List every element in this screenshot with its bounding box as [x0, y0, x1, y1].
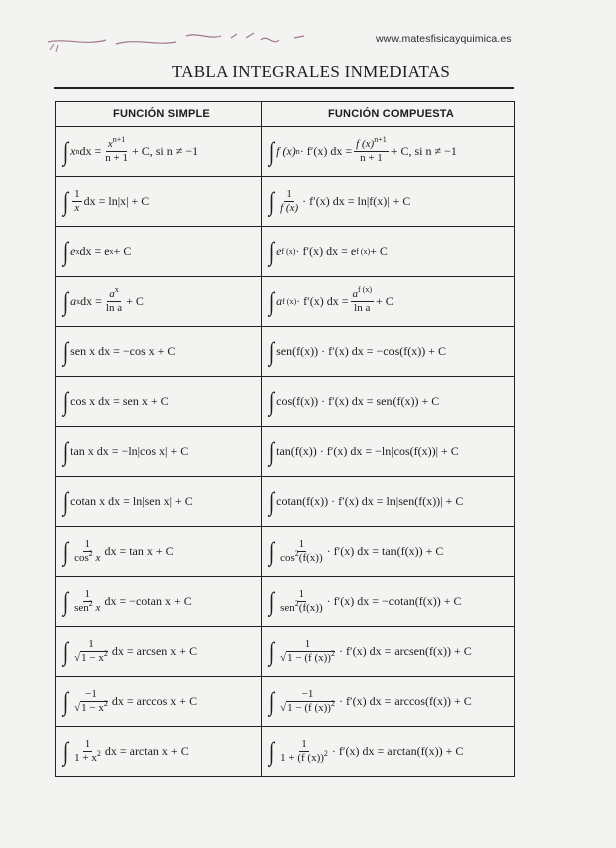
formula-compuesta: ∫ $\frac{1}{\cos^2(f(x))}$ · f′(x) dx = tan(f(x)) + C: [262, 527, 515, 577]
formula-compuesta: ∫ $\frac{1}{sen^2(f(x))}$ · f′(x) dx = −cotan(f(x)) + C: [262, 577, 515, 627]
formula-simple: ∫ $\frac{1}{x}$ dx = ln|x| + C: [56, 177, 262, 227]
header-simple: FUNCIÓN SIMPLE: [56, 102, 262, 127]
table-row: [56, 227, 515, 277]
formula-simple: ∫ sen x dx = −cos x + C: [56, 327, 262, 377]
table-row: [56, 277, 515, 327]
table-row: [56, 477, 515, 527]
formula-compuesta: ∫ tan(f(x)) · f′(x) dx = −ln|cos(f(x))| + C: [262, 427, 515, 477]
formula-compuesta: ∫ $\frac{-1}{√1 - (f (x))^2}$ · f′(x) dx = arccos(f(x)) + C: [262, 677, 515, 727]
formula-compuesta: ∫ cos(f(x)) · f′(x) dx = sen(f(x)) + C: [262, 377, 515, 427]
table-row: [56, 427, 515, 477]
formula-simple: ∫ x n dx = $\frac{x^{n+1}}{n + 1}$ + C, si n ≠ −1: [56, 127, 262, 177]
website-url: www.matesfisicayquimica.es: [376, 33, 512, 45]
formula-compuesta: ∫ cotan(f(x)) · f′(x) dx = ln|sen(f(x))| + C: [262, 477, 515, 527]
table-row: [56, 627, 515, 677]
formula-simple: ∫ $\frac{1}{1 + x^2}$ dx = arctan x + C: [56, 727, 262, 777]
formula-simple: ∫ e x dx = e x + C: [56, 227, 262, 277]
formula-compuesta: ∫ $\frac{1}{f (x)}$ · f′(x) dx = ln|f(x)| + C: [262, 177, 515, 227]
table-row: [56, 677, 515, 727]
title-underline: [54, 87, 514, 89]
table-row: [56, 327, 515, 377]
formula-compuesta: ∫ a f (x) · f′(x) dx = $\frac{a^{f (x)}}{\text{ln a}}$ + C: [262, 277, 515, 327]
integrals-table: [55, 101, 515, 777]
table-row: [56, 727, 515, 777]
handwritten-scribble: [46, 26, 316, 56]
formula-simple: ∫ $\frac{1}{sen^2 x}$ dx = −cotan x + C: [56, 577, 262, 627]
formula-simple: ∫ a x dx = $\frac{a^x}{\text{ln a}}$ + C: [56, 277, 262, 327]
page-title: TABLA INTEGRALES INMEDIATAS: [171, 62, 451, 81]
table-row: [56, 377, 515, 427]
table-row: [56, 577, 515, 627]
table-row: [56, 177, 515, 227]
formula-simple: ∫ $\frac{1}{√1 - x^2}$ dx = arcsen x + C: [56, 627, 262, 677]
table-row: [56, 527, 515, 577]
formula-compuesta: ∫ $\frac{1}{√1 - (f (x))^2}$ · f′(x) dx = arcsen(f(x)) + C: [262, 627, 515, 677]
formula-simple: ∫ $\frac{1}{\cos^2 x}$ dx = tan x + C: [56, 527, 262, 577]
formula-compuesta: ∫ e f (x) · f′(x) dx = e f (x) + C: [262, 227, 515, 277]
header-compuesta: FUNCIÓN COMPUESTA: [262, 102, 515, 127]
formula-simple: ∫ cos x dx = sen x + C: [56, 377, 262, 427]
formula-compuesta: ∫ sen(f(x)) · f′(x) dx = −cos(f(x)) + C: [262, 327, 515, 377]
formula-simple: ∫ $\frac{-1}{√1 - x^2}$ dx = arccos x + C: [56, 677, 262, 727]
formula-simple: ∫ tan x dx = −ln|cos x| + C: [56, 427, 262, 477]
formula-compuesta: ∫ $\frac{1}{1 + (f (x))^2}$ · f′(x) dx = arctan(f(x)) + C: [262, 727, 515, 777]
table-row: [56, 127, 515, 177]
formula-compuesta: ∫ f (x) n · f′(x) dx = $\frac{f (x)^{n+1}}{n + 1}$ + C, si n ≠ −1: [262, 127, 515, 177]
formula-simple: ∫ cotan x dx = ln|sen x| + C: [56, 477, 262, 527]
